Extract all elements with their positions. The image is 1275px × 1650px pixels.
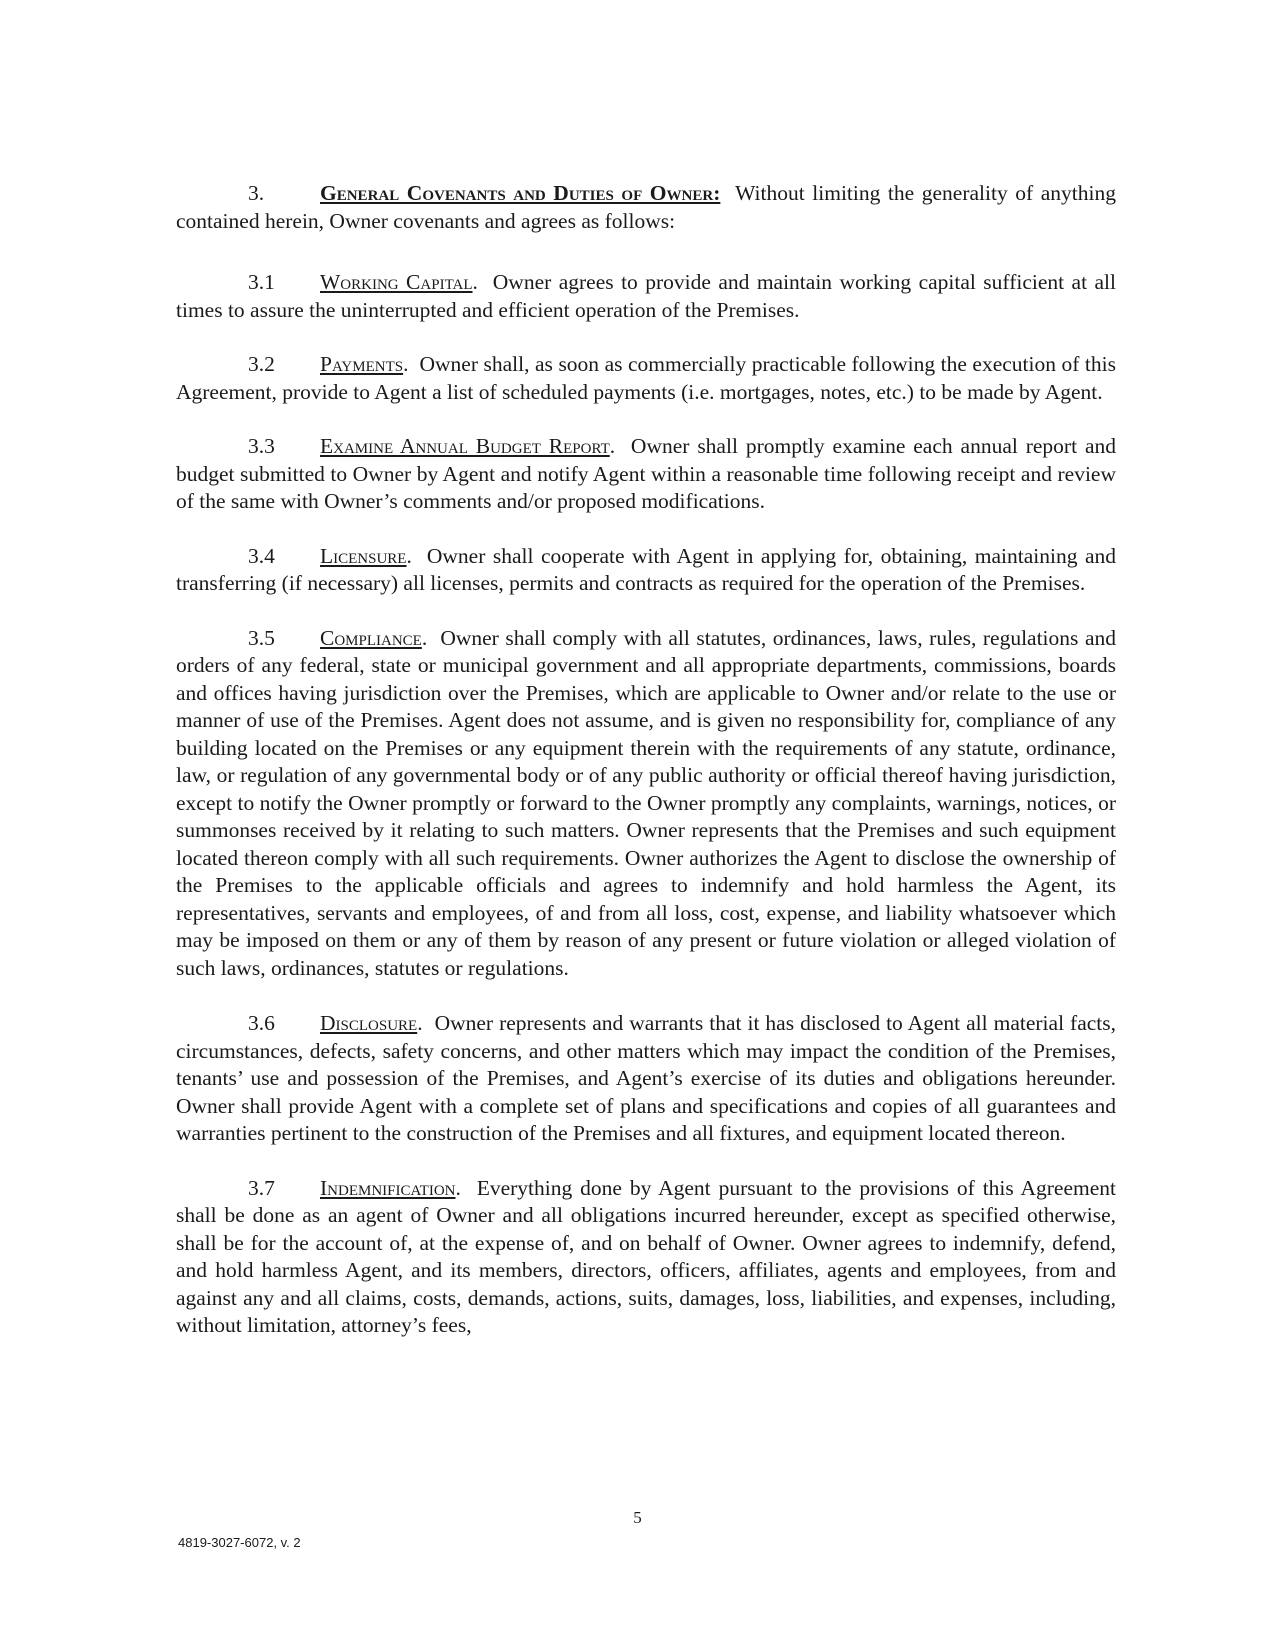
subsection-text: Everything done by Agent pursuant to the provisions of this Agreement shall be done as an agent of Owner and all obligations incurred hereunder, except as specified otherwise, shall be for the account of, at the expense of, and on behalf of Owner. Owner agrees to indemnify, defend, and hold harmless Agent, and its members, directors, officers, affiliates, agents and employees, from and against any and all claims, costs, demands, actions, suits, damages, loss, liabilities, and expenses, including, without limitation, attorney’s fees, <box>176 1175 1117 1337</box>
subsection-3-6: 3.6 Disclosure. Owner represents and warrants that it has disclosed to Agent all material facts, circumstances, defects, safety concerns, and other matters which may impact the condition of the Premises, tenants’ use and possession of the Premises, and Agent’s exercise of its duties and obligations hereunder. Owner shall provide Agent with a complete set of plans and specifications and copies of all guarantees and warranties pertinent to the construction of the Premises and all fixtures, and equipment located thereon. <box>176 1011 1116 1145</box>
subsection-number: 3.7 <box>248 1175 275 1200</box>
section-text: Without limiting the generality of anything contained herein, Owner covenants and agrees as follows: <box>176 181 1116 233</box>
subsection-3-5: 3.5 Compliance. Owner shall comply with all statutes, ordinances, laws, rules, regulations and orders of any federal, state or municipal government and all appropriate departments, commissions, boards and offices having jurisdiction over the Premises, which are applicable to Owner and/or relate to the use or manner of use of the Premises. Agent does not assume, and is given no responsibility for, compliance of any building located on the Premises or any equipment therein with the requirements of any statute, ordinance, law, or regulation of any governmental body or of any public authority or official thereof having jurisdiction, except to notify the Owner promptly or forward to the Owner promptly any complaints, warnings, notices, or summonses received by it relating to such matters. Owner represents that the Premises and such equipment located thereon comply with all such requirements. Owner authorizes the Agent to disclose the ownership of the Premises to the applicable officials and agrees to indemnify and hold harmless the Agent, its representatives, servants and employees, of and from all loss, cost, expense, and liability whatsoever which may be imposed on them or any of them by reason of any present or future violation or alleged violation of such laws, ordinances, statutes or regulations. <box>176 625 1116 980</box>
subsection-3-2: 3.2 Payments. Owner shall, as soon as commercially practicable following the execution of this Agreement, provide to Agent a list of scheduled payments (i.e. mortgages, notes, etc.) to be made by Agent. <box>176 352 1116 404</box>
section-3 <box>176 180 1116 235</box>
page-number: 5 <box>633 1508 642 1527</box>
subsection-number: 3.1 <box>248 270 275 294</box>
subsection-title: Examine Annual Budget Report <box>320 434 610 458</box>
section-title: General Covenants and Duties of Owner: <box>320 181 721 205</box>
subsection-title: Indemnification <box>320 1175 456 1200</box>
subsection-title: Payments <box>320 352 404 376</box>
subsection-text: Owner represents and warrants that it has disclosed to Agent all material facts, circumstances, defects, safety concerns, and other matters which may impact the condition of the Premises, tenants’ use and possession of the Premises, and Agent’s exercise of its duties and obligations hereunder. Owner shall provide Agent with a complete set of plans and specifications and copies of all guarantees and warranties pertinent to the construction of the Premises and all fixtures, and equipment located thereon. <box>176 1011 1116 1145</box>
subsection-3-7: 3.7 Indemnification. Everything done by Agent pursuant to the provisions of this Agreement shall be done as an agent of Owner and all obligations incurred hereunder, except as specified otherwise, shall be for the account of, at the expense of, and on behalf of Owner. Owner agrees to indemnify, defend, and hold harmless Agent, and its members, directors, officers, affiliates, agents and employees, from and against any and all claims, costs, demands, actions, suits, damages, loss, liabilities, and expenses, including, without limitation, attorney’s fees, <box>176 1175 1117 1337</box>
subsection-number: 3.6 <box>248 1011 275 1035</box>
subsection-number: 3.3 <box>248 434 275 458</box>
subsection-text: Owner shall comply with all statutes, ordinances, laws, rules, regulations and orders of any federal, state or municipal government and all appropriate departments, commissions, boards and offices having jurisdiction over the Premises, which are applicable to Owner and/or relate to the use or manner of use of the Premises. Agent does not assume, and is given no responsibility for, compliance of any building located on the Premises or any equipment therein with the requirements of any statute, ordinance, law, or regulation of any governmental body or of any public authority or official thereof having jurisdiction, except to notify the Owner promptly or forward to the Owner promptly any complaints, warnings, notices, or summonses received by it relating to such matters. Owner represents that the Premises and such equipment located thereon comply with all such requirements. Owner authorizes the Agent to disclose the ownership of the Premises to the applicable officials and agrees to indemnify and hold harmless the Agent, its representatives, servants and employees, of and from all loss, cost, expense, and liability whatsoever which may be imposed on them or any of them by reason of any present or future violation or alleged violation of such laws, ordinances, statutes or regulations. <box>176 625 1116 980</box>
subsection-3-3: 3.3 Examine Annual Budget Report. Owner shall promptly examine each annual report and budget submitted to Owner by Agent and notify Agent within a reasonable time following receipt and review of the same with Owner’s comments and/or proposed modifications. <box>176 434 1116 513</box>
document-id: 4819-3027-6072, v. 2 <box>178 1535 301 1550</box>
subsection-text: Owner shall, as soon as commercially practicable following the execution of this Agreement, provide to Agent a list of scheduled payments (i.e. mortgages, notes, etc.) to be made by Agent. <box>176 352 1116 404</box>
subsection-3-1: 3.1 Working Capital. Owner agrees to provide and maintain working capital sufficient at all times to assure the uninterrupted and efficient operation of the Premises. <box>176 270 1116 322</box>
subsection-title: Compliance <box>320 625 422 650</box>
subsection-number: 3.5 <box>248 625 275 650</box>
subsection-text: Owner shall promptly examine each annual report and budget submitted to Owner by Agent and notify Agent within a reasonable time following receipt and review of the same with Owner’s comments and/or proposed modifications. <box>176 434 1116 513</box>
subsection-title: Working Capital <box>320 270 473 294</box>
subsection-number: 3.2 <box>248 352 275 376</box>
section-number: 3. <box>248 181 265 205</box>
subsection-title: Licensure <box>320 543 407 568</box>
subsection-text: Owner agrees to provide and maintain working capital sufficient at all times to assure the uninterrupted and efficient operation of the Premises. <box>176 270 1116 322</box>
subsection-text: Owner shall cooperate with Agent in applying for, obtaining, maintaining and transferring (if necessary) all licenses, permits and contracts as required for the operation of the Premises. <box>176 543 1116 595</box>
subsection-title: Disclosure <box>320 1011 418 1035</box>
document-body <box>176 180 1116 1367</box>
subsection-3-4: 3.4 Licensure. Owner shall cooperate with Agent in applying for, obtaining, maintaining and transferring (if necessary) all licenses, permits and contracts as required for the operation of the Premises. <box>176 543 1116 595</box>
subsection-number: 3.4 <box>248 543 275 568</box>
